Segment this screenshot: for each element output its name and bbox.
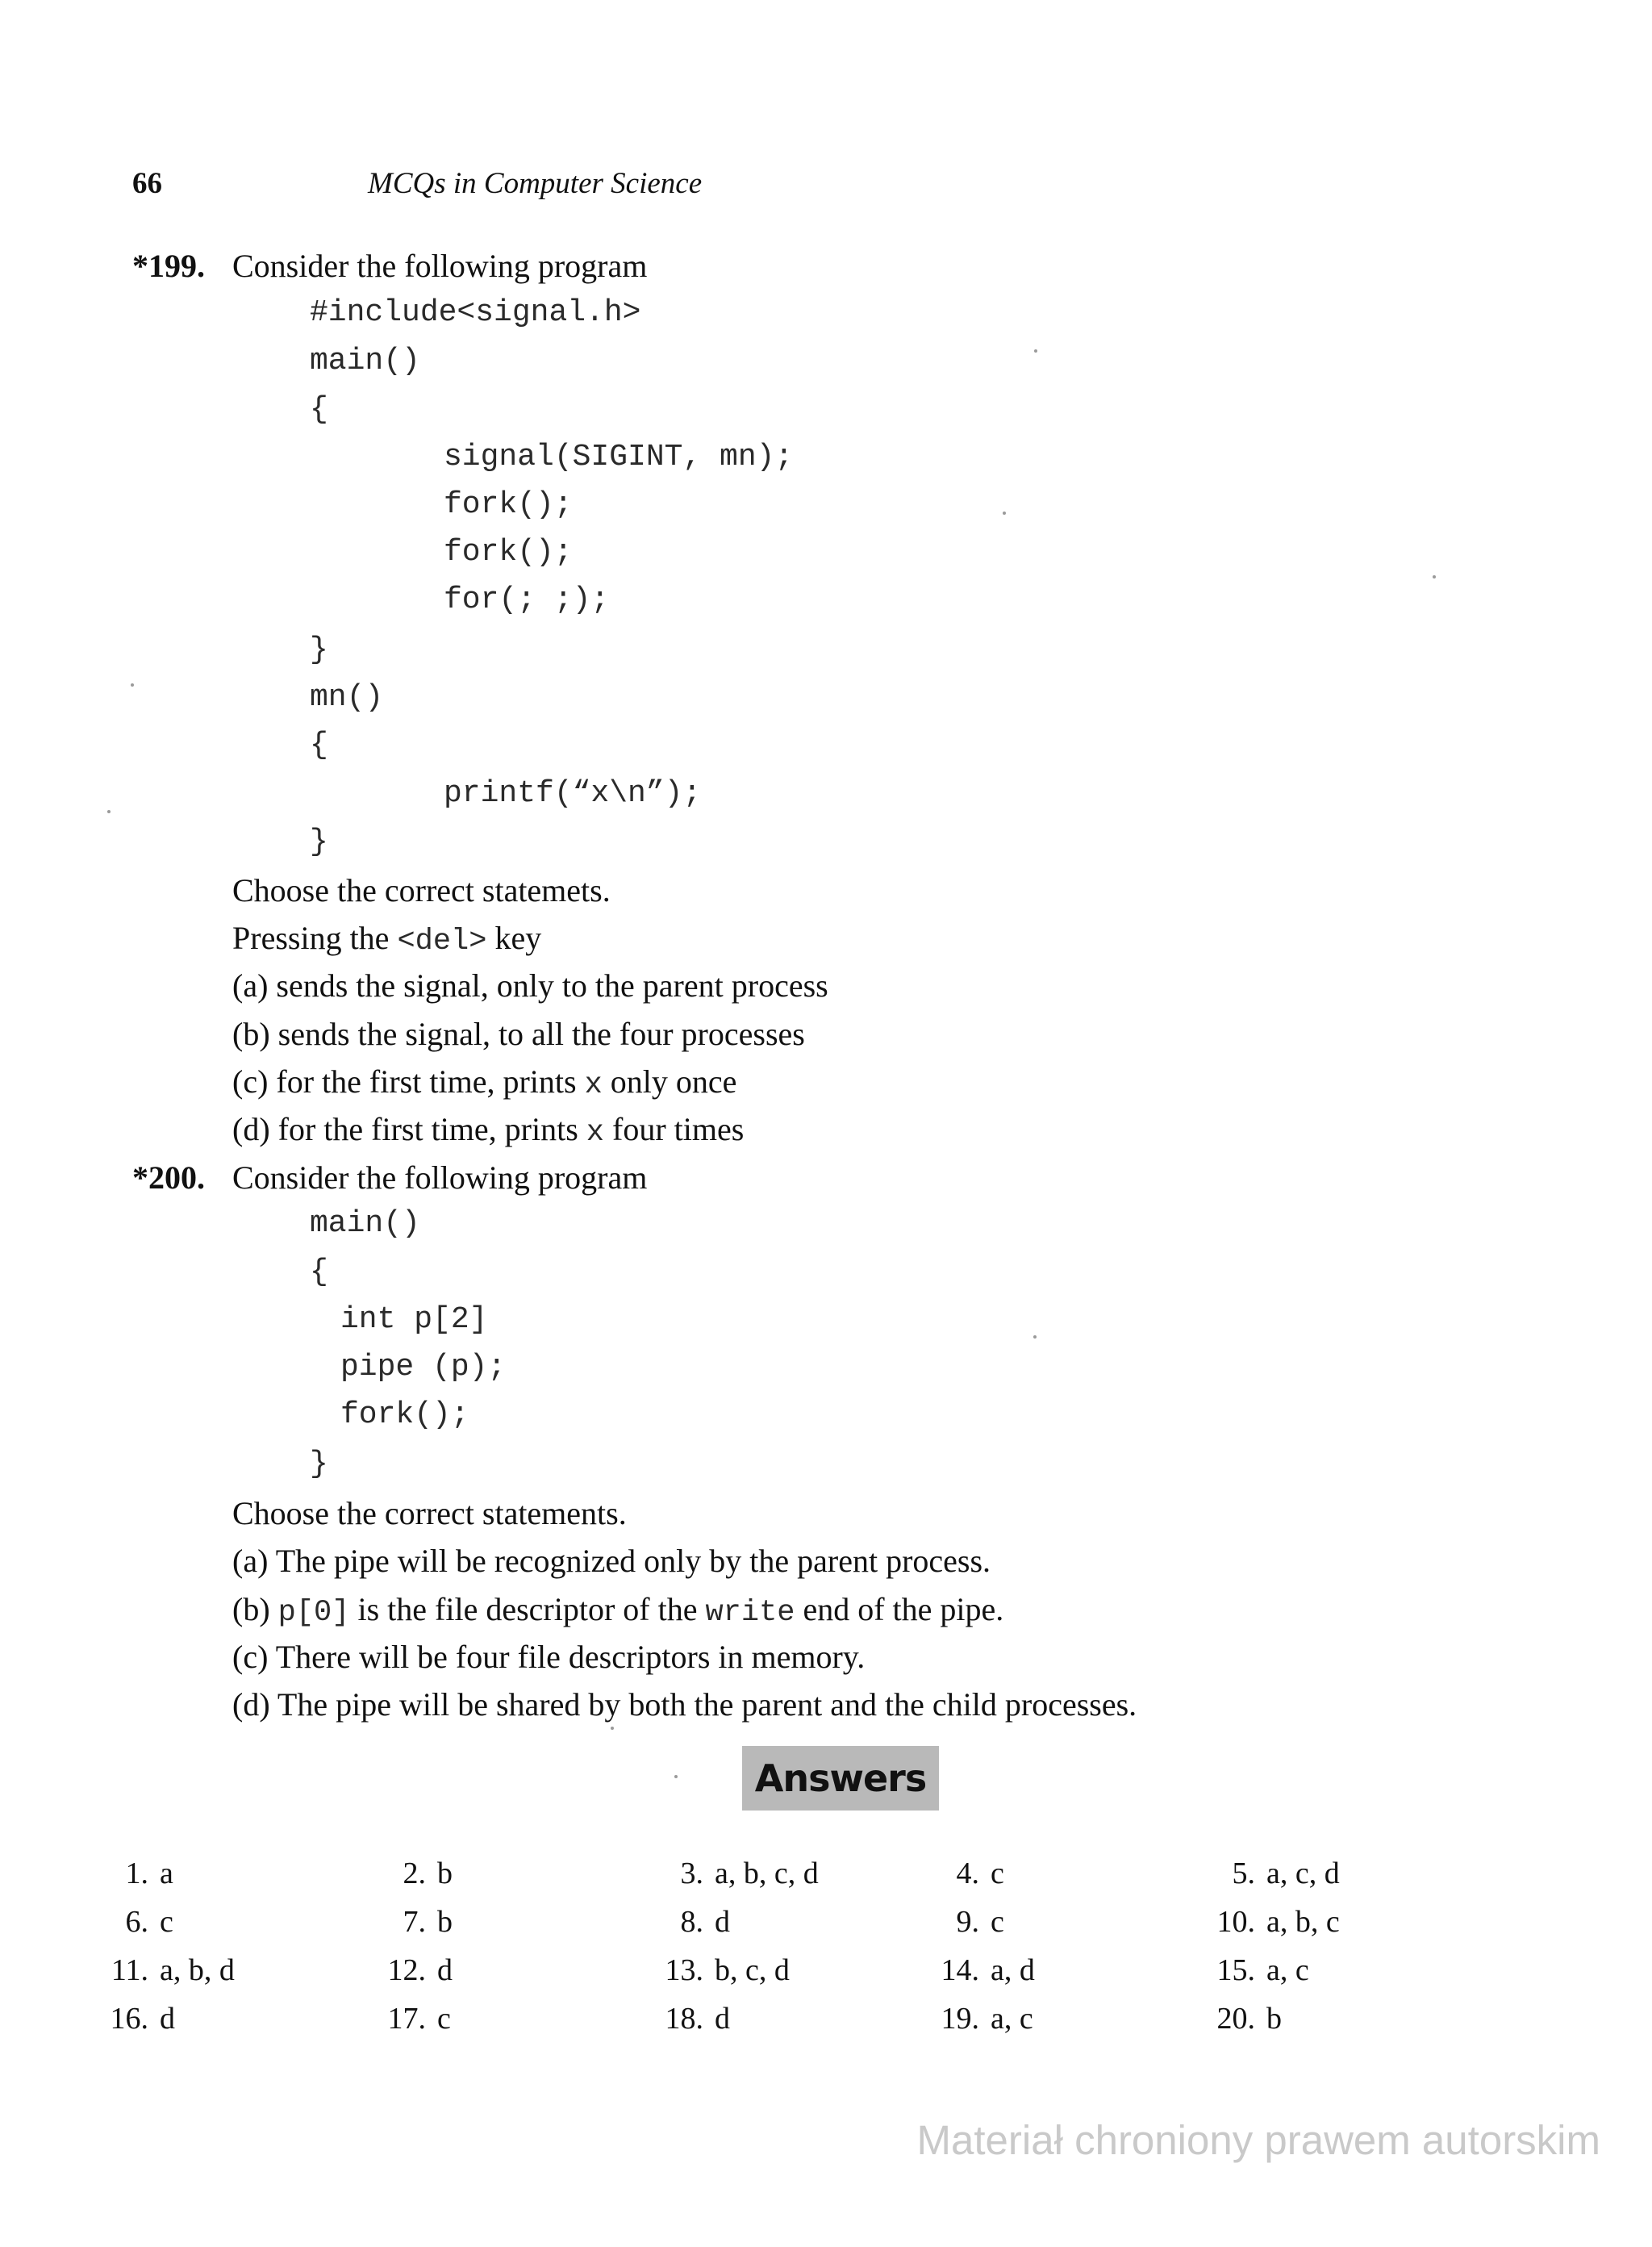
code-line: printf(“x\n”); bbox=[444, 776, 702, 811]
option-text: sends the signal, to all the four processes bbox=[277, 1016, 805, 1052]
option-text: The pipe will be recognized only by the parent process. bbox=[275, 1543, 991, 1579]
code-line: pipe (p); bbox=[340, 1350, 507, 1385]
answer-number: 8. bbox=[680, 1905, 703, 1939]
answer-number: 7. bbox=[403, 1905, 426, 1939]
scan-speck bbox=[674, 1775, 678, 1778]
scan-speck bbox=[131, 683, 134, 687]
option-text-before: for the first time, prints bbox=[277, 1111, 586, 1147]
question-199-lead-in bbox=[232, 919, 541, 959]
option-text: The pipe will be shared by both the parent and the child processes. bbox=[277, 1686, 1137, 1723]
option-label: (b) bbox=[232, 1016, 270, 1052]
answer-number: 15. bbox=[1216, 1953, 1255, 1987]
answer-value: a, b, c, d bbox=[715, 1856, 819, 1890]
option-label: (c) bbox=[232, 1063, 269, 1100]
option-text-before: for the first time, prints bbox=[276, 1063, 585, 1100]
option-a bbox=[232, 1542, 991, 1580]
answer-item bbox=[360, 1904, 453, 1940]
option-label: (a) bbox=[232, 1543, 269, 1579]
option-d bbox=[232, 1110, 744, 1150]
running-title: MCQs in Computer Science bbox=[368, 167, 703, 200]
answer-item bbox=[637, 1856, 819, 1891]
answer-value: d bbox=[715, 2002, 730, 2036]
scan-speck bbox=[1033, 1335, 1037, 1339]
lead-in-suffix: key bbox=[486, 920, 542, 956]
option-text: sends the signal, only to the parent process bbox=[276, 967, 828, 1004]
answer-value: b bbox=[437, 1856, 453, 1890]
answer-item bbox=[82, 1856, 173, 1891]
option-label: (b) bbox=[232, 1591, 270, 1627]
code-line: fork(); bbox=[340, 1397, 469, 1432]
answer-value: d bbox=[715, 1905, 730, 1939]
answer-value: a, c bbox=[991, 2002, 1033, 2036]
answer-number: 2. bbox=[403, 1856, 426, 1890]
option-label: (c) bbox=[232, 1639, 269, 1675]
option-text-after: four times bbox=[604, 1111, 745, 1147]
scan-speck bbox=[1034, 349, 1037, 353]
answer-value: c bbox=[160, 1905, 173, 1939]
code-line: } bbox=[310, 1447, 328, 1481]
option-c bbox=[232, 1063, 736, 1102]
question-199-number: *199. bbox=[132, 248, 205, 284]
scan-speck bbox=[107, 810, 111, 813]
answer-number: 14. bbox=[941, 1953, 979, 1987]
code-line: } bbox=[310, 633, 328, 667]
answer-number: 11. bbox=[111, 1953, 148, 1987]
option-label: (d) bbox=[232, 1111, 270, 1147]
answer-value: c bbox=[991, 1856, 1004, 1890]
answer-number: 4. bbox=[956, 1856, 979, 1890]
answer-number: 9. bbox=[956, 1905, 979, 1939]
copyright-watermark: Materiał chroniony prawem autorskim bbox=[916, 2117, 1600, 2163]
answer-number: 1. bbox=[125, 1856, 148, 1890]
answer-item bbox=[1189, 2001, 1282, 2036]
answer-number: 17. bbox=[387, 2002, 426, 2036]
answer-value: a, c bbox=[1266, 1953, 1309, 1987]
answer-value: a, d bbox=[991, 1953, 1035, 1987]
option-b bbox=[232, 1590, 1003, 1630]
answer-value: c bbox=[437, 2002, 451, 2036]
answer-value: b bbox=[437, 1905, 453, 1939]
code-line: mn() bbox=[310, 680, 384, 715]
answer-item bbox=[82, 1904, 173, 1940]
option-label: (d) bbox=[232, 1686, 270, 1723]
answer-value: a, b, d bbox=[160, 1953, 235, 1987]
answer-number: 12. bbox=[387, 1953, 426, 1987]
option-b bbox=[232, 1015, 805, 1053]
code-line: fork(); bbox=[444, 535, 573, 570]
answer-number: 20. bbox=[1216, 2002, 1255, 2036]
answer-item bbox=[637, 2001, 730, 2036]
answer-value: b, c, d bbox=[715, 1953, 790, 1987]
answer-value: a, b, c bbox=[1266, 1905, 1340, 1939]
option-label: (a) bbox=[232, 967, 269, 1004]
lead-in-prefix: Pressing the bbox=[232, 920, 398, 956]
code-line: { bbox=[310, 1255, 328, 1289]
answer-item bbox=[913, 1953, 1035, 1988]
answer-number: 5. bbox=[1232, 1856, 1255, 1890]
answer-value: c bbox=[991, 1905, 1004, 1939]
code-line: { bbox=[310, 728, 328, 762]
answer-value: d bbox=[437, 1953, 453, 1987]
scan-speck bbox=[611, 1727, 614, 1730]
answer-number: 10. bbox=[1216, 1905, 1255, 1939]
answer-item bbox=[82, 1953, 235, 1988]
answer-item bbox=[360, 1856, 453, 1891]
option-code: write bbox=[705, 1596, 795, 1630]
answer-value: d bbox=[160, 2002, 175, 2036]
answer-item bbox=[913, 2001, 1033, 2036]
question-199-instruction: Choose the correct statemets. bbox=[232, 872, 611, 908]
question-199-prompt: Consider the following program bbox=[232, 248, 648, 284]
question-200-prompt: Consider the following program bbox=[232, 1159, 648, 1196]
code-line: } bbox=[310, 825, 328, 859]
answer-number: 3. bbox=[680, 1856, 703, 1890]
code-line: main() bbox=[310, 1206, 420, 1241]
answer-value: b bbox=[1266, 2002, 1282, 2036]
answers-heading: Answers bbox=[742, 1746, 939, 1811]
answer-number: 19. bbox=[941, 2002, 979, 2036]
answer-item bbox=[913, 1856, 1004, 1891]
page-number: 66 bbox=[132, 167, 162, 200]
answer-value: a, c, d bbox=[1266, 1856, 1340, 1890]
answer-item bbox=[360, 2001, 451, 2036]
answer-value: a bbox=[160, 1856, 173, 1890]
option-text-after: only once bbox=[602, 1063, 737, 1100]
option-text-after: end of the pipe. bbox=[795, 1591, 1004, 1627]
option-code: x bbox=[586, 1116, 605, 1150]
code-line: #include<signal.h> bbox=[310, 295, 641, 330]
scan-speck bbox=[1003, 512, 1006, 515]
option-code: x bbox=[584, 1068, 603, 1102]
option-d bbox=[232, 1685, 1137, 1723]
code-line: for(; ;); bbox=[444, 583, 610, 617]
answer-number: 6. bbox=[125, 1905, 148, 1939]
answer-item bbox=[913, 1904, 1004, 1940]
option-text-mid: is the file descriptor of the bbox=[349, 1591, 706, 1627]
code-line: int p[2] bbox=[340, 1302, 488, 1337]
answer-item bbox=[637, 1904, 730, 1940]
option-a bbox=[232, 967, 828, 1004]
answer-number: 13. bbox=[665, 1953, 703, 1987]
answer-item bbox=[360, 1953, 453, 1988]
option-text: There will be four file descriptors in memory. bbox=[275, 1639, 866, 1675]
code-line: signal(SIGINT, mn); bbox=[444, 440, 794, 474]
del-key-code: <del> bbox=[397, 925, 487, 959]
answer-number: 16. bbox=[110, 2002, 148, 2036]
answer-item bbox=[1189, 1856, 1340, 1891]
answer-item bbox=[637, 1953, 790, 1988]
answer-item bbox=[1189, 1953, 1309, 1988]
answer-number: 18. bbox=[665, 2002, 703, 2036]
question-200-instruction: Choose the correct statements. bbox=[232, 1495, 627, 1531]
answer-item bbox=[82, 2001, 175, 2036]
code-line: fork(); bbox=[444, 487, 573, 522]
code-line: { bbox=[310, 392, 328, 427]
scan-speck bbox=[1433, 575, 1436, 578]
answer-item bbox=[1189, 1904, 1340, 1940]
option-c bbox=[232, 1638, 865, 1676]
code-line: main() bbox=[310, 344, 420, 378]
question-200-number: *200. bbox=[132, 1159, 205, 1196]
option-code: p[0] bbox=[277, 1596, 350, 1630]
